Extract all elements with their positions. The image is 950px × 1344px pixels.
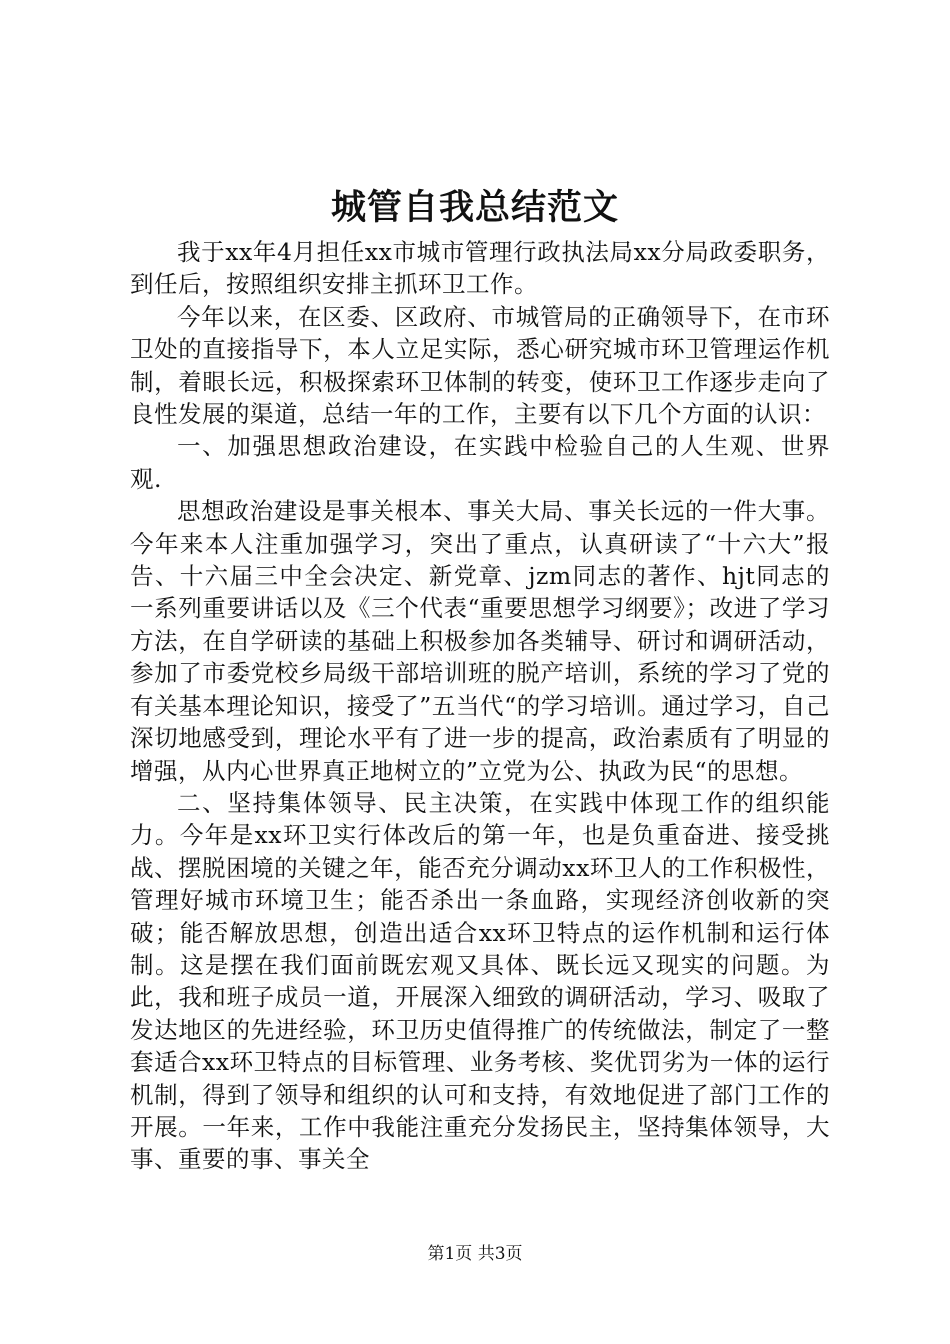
paragraph-3-heading: 一、加强思想政治建设，在实践中检验自己的人生观、世界观. [130,432,830,493]
document-body [130,236,830,1176]
page-number-footer: 第1页 共3页 [427,1244,523,1264]
paragraph-5: 二、坚持集体领导、民主决策，在实践中体现工作的组织能力。今年是xx环卫实行体改后的第一年，也是负重奋进、接受挑战、摆脱困境的关键之年，能否充分调动xx环卫人的工作积极性，管理好城市环境卫生；能否杀出一条血路，实现经济创收新的突破；能否解放思想，创造出适合xx环卫特点的运作机制和运行体制。这是摆在我们面前既宏观又具体、既长远又现实的问题。为此，我和班子成员一道，开展深入细致的调研活动，学习、吸取了发达地区的先进经验，环卫历史值得推广的传统做法，制定了一整套适合xx环卫特点的目标管理、业务考核、奖优罚劣为一体的运行机制，得到了领导和组织的认可和支持，有效地促进了部门工作的开展。一年来，工作中我能注重充分发扬民主，坚持集体领导，大事、重要的事、事关全 [130,788,830,1174]
paragraph-1: 我于xx年4月担任xx市城市管理行政执法局xx分局政委职务，到任后，按照组织安排主抓环卫工作。 [130,238,830,299]
paragraph-4: 思想政治建设是事关根本、事关大局、事关长远的一件大事。今年来本人注重加强学习，突出了重点，认真研读了“十六大”报告、十六届三中全会决定、新党章、jzm同志的著作、hjt同志的一系列重要讲话以及《三个代表“重要思想学习纲要》；改进了学习方法，在自学研读的基础上积极参加各类辅导、研讨和调研活动，参加了市委党校乡局级干部培训班的脱产培训，系统的学习了党的有关基本理论知识，接受了”五当代“的学习培训。通过学习，自己深切地感受到，理论水平有了进一步的提高，政治素质有了明显的增强，从内心世界真正地树立的”立党为公、执政为民“的思想。 [130,497,830,785]
document-title: 城管自我总结范文 [330,187,619,228]
paragraph-2: 今年以来，在区委、区政府、市城管局的正确领导下，在市环卫处的直接指导下，本人立足实际，悉心研究城市环卫管理运作机制，着眼长远，积极探索环卫体制的转变，使环卫工作逐步走向了良性发展的渠道，总结一年的工作，主要有以下几个方面的认识： [130,302,830,429]
